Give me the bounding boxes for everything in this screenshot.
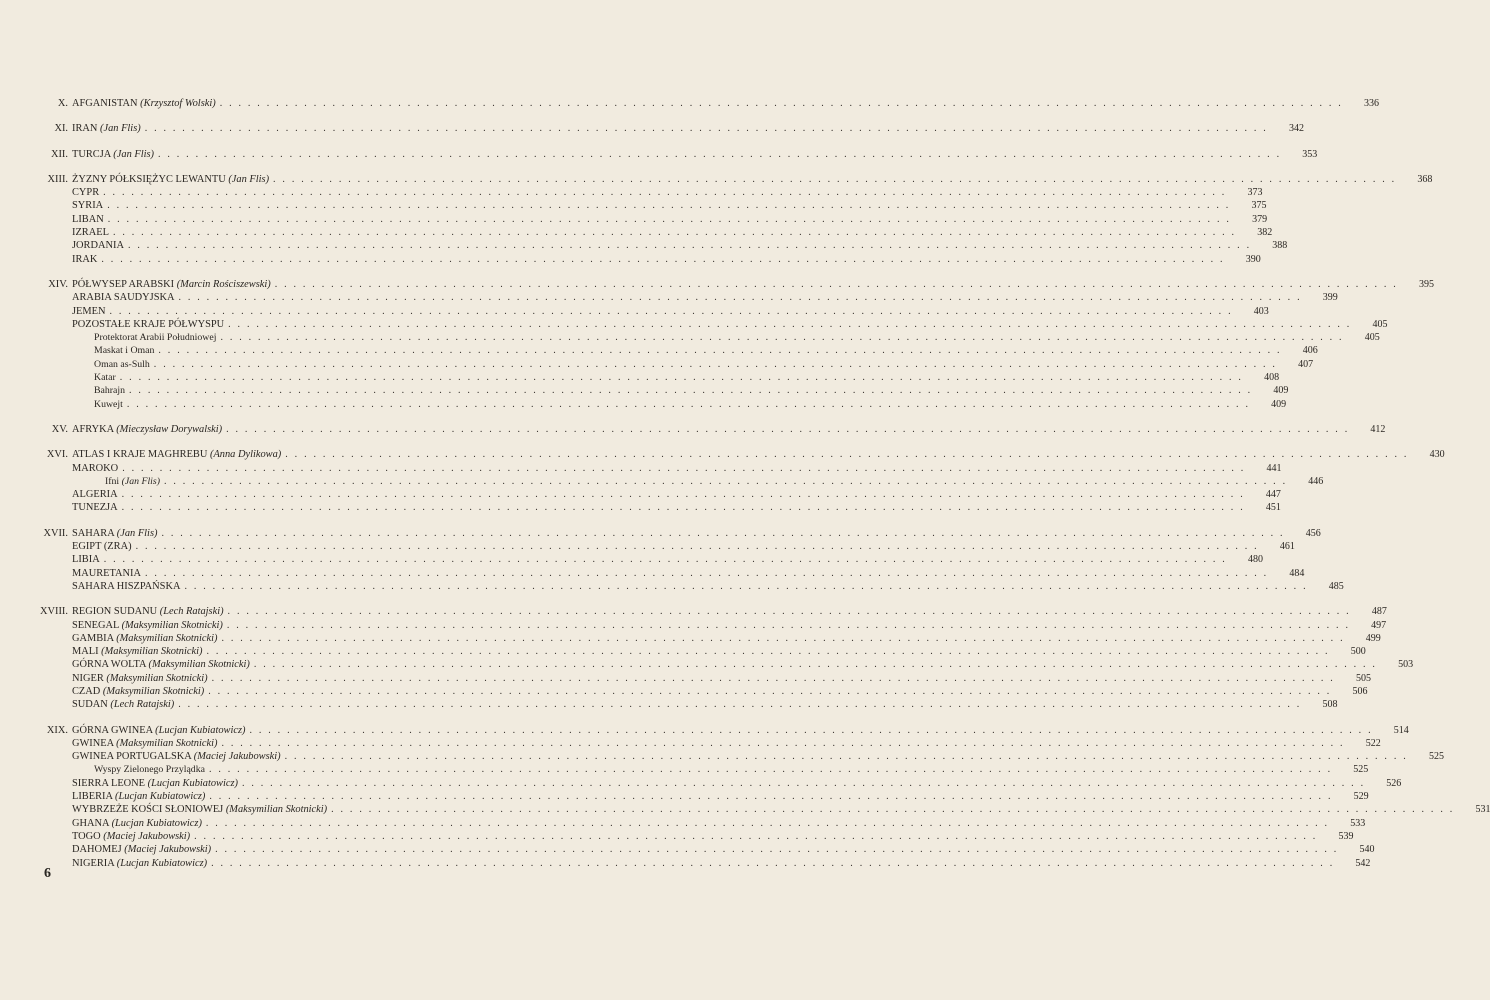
- dot-leader: . . . . . . . . . . . . . . . . . . . . . . . . . . . . . . . . . . . . . . . . . . . . . . . . . . . . . . . . . . . . . . . . . . . . . . . . . . . . . . . . . . . . . . . . . . . . . . . . . . . . . . . . . . . . . . . . . . . . . . . .: [119, 372, 1244, 384]
- dot-leader: . . . . . . . . . . . . . . . . . . . . . . . . . . . . . . . . . . . . . . . . . . . . . . . . . . . . . . . . . . . . . . . . . . . . . . . . . . . . . . . . . . . . . . . . . . . . . . . . . . . . . . . . . . . . . . . . . . . . . . . .: [112, 227, 1237, 239]
- toc-entry: [0, 645, 1366, 658]
- dot-leader: . . . . . . . . . . . . . . . . . . . . . . . . . . . . . . . . . . . . . . . . . . . . . . . . . . . . . . . . . . . . . . . . . . . . . . . . . . . . . . . . . . . . . . . . . . . . . . . . . . . . . . . . . . . . . . . . . . . . . . . .: [226, 423, 1350, 435]
- entry-title-group: [72, 724, 245, 737]
- dot-leader: . . . . . . . . . . . . . . . . . . . . . . . . . . . . . . . . . . . . . . . . . . . . . . . . . . . . . . . . . . . . . . . . . . . . . . . . . . . . . . . . . . . . . . . . . . . . . . . . . . . . . . . . . . . . . . . . . . . . . . . .: [219, 98, 1344, 109]
- entry-title-group: [72, 803, 327, 816]
- entry-title-group: [72, 173, 269, 186]
- toc-entry: [0, 605, 1387, 618]
- entry-page-number: 525: [1353, 764, 1369, 776]
- entry-author: (Maciej Jakubowski): [103, 830, 191, 842]
- entry-title-group: [72, 540, 132, 553]
- dot-leader: . . . . . . . . . . . . . . . . . . . . . . . . . . . . . . . . . . . . . . . . . . . . . . . . . . . . . . . . . . . . . . . . . . . . . . . . . . . . . . . . . . . . . . . . . . . . . . . . . . . . . . . . . . . . . . . . . . . . . . . .: [184, 580, 1308, 592]
- dot-leader: . . . . . . . . . . . . . . . . . . . . . . . . . . . . . . . . . . . . . . . . . . . . . . . . . . . . . . . . . . . . . . . . . . . . . . . . . . . . . . . . . . . . . . . . . . . . . . . . . . . . . . . . . . . . . . . . . . . . . . . .: [241, 777, 1366, 789]
- dot-leader: . . . . . . . . . . . . . . . . . . . . . . . . . . . . . . . . . . . . . . . . . . . . . . . . . . . . . . . . . . . . . . . . . . . . . . . . . . . . . . . . . . . . . . . . . . . . . . . . . . . . . . . . . . . . . . . . . . . . . . . .: [285, 449, 1409, 461]
- toc-section: [0, 527, 1344, 593]
- dot-leader: . . . . . . . . . . . . . . . . . . . . . . . . . . . . . . . . . . . . . . . . . . . . . . . . . . . . . . . . . . . . . . . . . . . . . . . . . . . . . . . . . . . . . . . . . . . . . . . . . . . . . . . . . . . . . . . . . . . . . . . .: [158, 345, 1282, 357]
- entry-title: MALI: [72, 646, 99, 658]
- entry-title: Oman as-Sulh: [94, 358, 150, 370]
- toc-entry: [0, 501, 1281, 514]
- page-number: 6: [44, 866, 51, 881]
- dot-leader: . . . . . . . . . . . . . . . . . . . . . . . . . . . . . . . . . . . . . . . . . . . . . . . . . . . . . . . . . . . . . . . . . . . . . . . . . . . . . . . . . . . . . . . . . . . . . . . . . . . . . . . . . . . . . . . . . . . . . . . .: [284, 751, 1408, 763]
- entry-author: (Lucjan Kubiatowicz): [155, 724, 246, 736]
- dot-leader: . . . . . . . . . . . . . . . . . . . . . . . . . . . . . . . . . . . . . . . . . . . . . . . . . . . . . . . . . . . . . . . . . . . . . . . . . . . . . . . . . . . . . . . . . . . . . . . . . . . . . . . . . . . . . . . . . . . . . . . .: [163, 475, 1288, 487]
- entry-title-group: [72, 501, 118, 514]
- dot-leader: . . . . . . . . . . . . . . . . . . . . . . . . . . . . . . . . . . . . . . . . . . . . . . . . . . . . . . . . . . . . . . . . . . . . . . . . . . . . . . . . . . . . . . . . . . . . . . . . . . . . . . . . . . . . . . . . . . . . . . . .: [226, 619, 1351, 631]
- toc-entry: [0, 527, 1321, 540]
- toc-entry: [0, 567, 1305, 580]
- entry-title: AFGANISTAN: [72, 98, 138, 109]
- entry-title-group: [72, 239, 124, 252]
- dot-leader: . . . . . . . . . . . . . . . . . . . . . . . . . . . . . . . . . . . . . . . . . . . . . . . . . . . . . . . . . . . . . . . . . . . . . . . . . . . . . . . . . . . . . . . . . . . . . . . . . . . . . . . . . . . . . . . . . . . . . . . .: [122, 462, 1246, 474]
- toc-entry: [0, 173, 1433, 186]
- entry-page-number: 446: [1308, 475, 1324, 487]
- toc-entry: [0, 97, 1380, 110]
- entry-page-number: 451: [1265, 502, 1281, 514]
- dot-leader: . . . . . . . . . . . . . . . . . . . . . . . . . . . . . . . . . . . . . . . . . . . . . . . . . . . . . . . . . . . . . . . . . . . . . . . . . . . . . . . . . . . . . . . . . . . . . . . . . . . . . . . . . . . . . . . . . . . . . . . .: [331, 804, 1455, 816]
- entry-page-number: 505: [1355, 672, 1371, 684]
- dot-leader: . . . . . . . . . . . . . . . . . . . . . . . . . . . . . . . . . . . . . . . . . . . . . . . . . . . . . . . . . . . . . . . . . . . . . . . . . . . . . . . . . . . . . . . . . . . . . . . . . . . . . . . . . . . . . . . . . . . . . . . .: [129, 385, 1253, 397]
- toc-entry: [0, 698, 1338, 711]
- entry-title-group: [72, 645, 202, 658]
- entry-title: LIBIA: [72, 554, 100, 566]
- entry-page-number: 499: [1365, 632, 1381, 644]
- entry-page-number: 368: [1417, 173, 1433, 185]
- entry-title-group: [72, 777, 238, 790]
- entry-title-group: [72, 423, 222, 436]
- toc-entry: [0, 580, 1344, 593]
- entry-page-number: 405: [1364, 332, 1380, 344]
- toc-entry: [0, 199, 1267, 212]
- entry-title-group: [72, 462, 118, 475]
- entry-page-number: 342: [1289, 123, 1305, 135]
- entry-page-number: 522: [1365, 737, 1381, 749]
- dot-leader: . . . . . . . . . . . . . . . . . . . . . . . . . . . . . . . . . . . . . . . . . . . . . . . . . . . . . . . . . . . . . . . . . . . . . . . . . . . . . . . . . . . . . . . . . . . . . . . . . . . . . . . . . . . . . . . . . . . . . . . .: [145, 567, 1269, 579]
- toc-section: [0, 605, 1414, 711]
- entry-title: MAROKO: [72, 462, 119, 474]
- dot-leader: . . . . . . . . . . . . . . . . . . . . . . . . . . . . . . . . . . . . . . . . . . . . . . . . . . . . . . . . . . . . . . . . . . . . . . . . . . . . . . . . . . . . . . . . . . . . . . . . . . . . . . . . . . . . . . . . . . . . . . . .: [208, 764, 1333, 776]
- entry-title-group: [72, 278, 271, 291]
- entry-author: (Lucjan Kubiatowicz): [115, 791, 206, 803]
- dot-leader: . . . . . . . . . . . . . . . . . . . . . . . . . . . . . . . . . . . . . . . . . . . . . . . . . . . . . . . . . . . . . . . . . . . . . . . . . . . . . . . . . . . . . . . . . . . . . . . . . . . . . . . . . . . . . . . . . . . . . . . .: [228, 318, 1352, 330]
- entry-title: JORDANIA: [72, 240, 124, 252]
- entry-title: SAHARA HISZPAŃSKA: [72, 580, 181, 592]
- entry-page-number: 403: [1253, 305, 1269, 317]
- toc-entry: [0, 540, 1295, 553]
- entry-title: WYBRZEŻE KOŚCI SŁONIOWEJ: [72, 804, 224, 816]
- section-number: XIX.: [46, 724, 68, 736]
- dot-leader: . . . . . . . . . . . . . . . . . . . . . . . . . . . . . . . . . . . . . . . . . . . . . . . . . . . . . . . . . . . . . . . . . . . . . . . . . . . . . . . . . . . . . . . . . . . . . . . . . . . . . . . . . . . . . . . . . . . . . . . .: [103, 554, 1228, 566]
- dot-leader: . . . . . . . . . . . . . . . . . . . . . . . . . . . . . . . . . . . . . . . . . . . . . . . . . . . . . . . . . . . . . . . . . . . . . . . . . . . . . . . . . . . . . . . . . . . . . . . . . . . . . . . . . . . . . . . . . . . . . . . .: [109, 305, 1233, 317]
- dot-leader: . . . . . . . . . . . . . . . . . . . . . . . . . . . . . . . . . . . . . . . . . . . . . . . . . . . . . . . . . . . . . . . . . . . . . . . . . . . . . . . . . . . . . . . . . . . . . . . . . . . . . . . . . . . . . . . . . . . . . . . .: [107, 213, 1232, 225]
- entry-title-group: [72, 291, 174, 304]
- entry-title: POZOSTAŁE KRAJE PÓŁWYSPU: [72, 318, 225, 330]
- entry-title: GÓRNA WOLTA: [72, 659, 146, 671]
- entry-title-group: [72, 817, 202, 830]
- entry-page-number: 540: [1359, 844, 1375, 856]
- entry-author: (Maksymilian Skotnicki): [116, 632, 218, 644]
- dot-leader: . . . . . . . . . . . . . . . . . . . . . . . . . . . . . . . . . . . . . . . . . . . . . . . . . . . . . . . . . . . . . . . . . . . . . . . . . . . . . . . . . . . . . . . . . . . . . . . . . . . . . . . . . . . . . . . . . . . . . . . .: [221, 632, 1345, 644]
- entry-page-number: 487: [1371, 606, 1387, 618]
- entry-author: (Maksymilian Skotnicki): [106, 672, 208, 684]
- dot-leader: . . . . . . . . . . . . . . . . . . . . . . . . . . . . . . . . . . . . . . . . . . . . . . . . . . . . . . . . . . . . . . . . . . . . . . . . . . . . . . . . . . . . . . . . . . . . . . . . . . . . . . . . . . . . . . . . . . . . . . . .: [157, 148, 1282, 160]
- entry-title-group: [72, 475, 160, 488]
- entry-title: SENEGAL: [72, 619, 119, 631]
- dot-leader: . . . . . . . . . . . . . . . . . . . . . . . . . . . . . . . . . . . . . . . . . . . . . . . . . . . . . . . . . . . . . . . . . . . . . . . . . . . . . . . . . . . . . . . . . . . . . . . . . . . . . . . . . . . . . . . . . . . . . . . .: [121, 489, 1245, 501]
- entry-title: JEMEN: [72, 305, 106, 317]
- entry-title-group: [72, 763, 205, 776]
- entry-title: Ifni: [105, 475, 120, 487]
- toc-entry: [0, 790, 1369, 803]
- dot-leader: . . . . . . . . . . . . . . . . . . . . . . . . . . . . . . . . . . . . . . . . . . . . . . . . . . . . . . . . . . . . . . . . . . . . . . . . . . . . . . . . . . . . . . . . . . . . . . . . . . . . . . . . . . . . . . . . . . . . . . . .: [107, 200, 1231, 212]
- toc-entry: [0, 358, 1314, 371]
- entry-title-group: [72, 567, 141, 580]
- entry-page-number: 461: [1279, 541, 1295, 553]
- toc-entry: [0, 305, 1269, 318]
- entry-title-group: [72, 358, 150, 371]
- section-number: XVI.: [46, 449, 68, 461]
- dot-leader: . . . . . . . . . . . . . . . . . . . . . . . . . . . . . . . . . . . . . . . . . . . . . . . . . . . . . . . . . . . . . . . . . . . . . . . . . . . . . . . . . . . . . . . . . . . . . . . . . . . . . . . . . . . . . . . . . . . . . . . .: [205, 817, 1330, 829]
- toc-entry: [0, 213, 1268, 226]
- toc-entry: [0, 239, 1288, 252]
- toc-entry: [0, 632, 1381, 645]
- toc-entry: [0, 685, 1368, 698]
- entry-title-group: [72, 398, 123, 411]
- entry-author: (Jan Flis): [113, 148, 154, 160]
- entry-page-number: 406: [1302, 345, 1318, 357]
- entry-title: REGION SUDANU: [72, 606, 158, 618]
- entry-title-group: [72, 318, 224, 331]
- toc-entry: [0, 344, 1318, 357]
- dot-leader: . . . . . . . . . . . . . . . . . . . . . . . . . . . . . . . . . . . . . . . . . . . . . . . . . . . . . . . . . . . . . . . . . . . . . . . . . . . . . . . . . . . . . . . . . . . . . . . . . . . . . . . . . . . . . . . . . . . . . . . .: [178, 292, 1302, 304]
- entry-page-number: 390: [1245, 253, 1261, 265]
- entry-title: GÓRNA GWINEA: [72, 724, 153, 736]
- dot-leader: . . . . . . . . . . . . . . . . . . . . . . . . . . . . . . . . . . . . . . . . . . . . . . . . . . . . . . . . . . . . . . . . . . . . . . . . . . . . . . . . . . . . . . . . . . . . . . . . . . . . . . . . . . . . . . . . . . . . . . . .: [135, 541, 1259, 553]
- section-number: XIV.: [48, 278, 68, 290]
- entry-page-number: 430: [1429, 449, 1445, 461]
- toc-section: [0, 122, 1305, 135]
- toc-section: [0, 97, 1380, 110]
- toc-section: [0, 423, 1386, 436]
- entry-page-number: 526: [1386, 777, 1402, 789]
- entry-title: Protektorat Arabii Południowej: [94, 332, 217, 344]
- entry-page-number: 539: [1338, 830, 1354, 842]
- entry-title: TURCJA: [72, 148, 111, 160]
- toc-entry: [0, 763, 1369, 776]
- toc-entry: [0, 253, 1261, 266]
- entry-title-group: [72, 698, 174, 711]
- entry-title-group: [72, 226, 109, 239]
- toc-entry: [0, 148, 1318, 161]
- entry-author: (Lech Ratajski): [110, 699, 175, 711]
- entry-page-number: 514: [1393, 724, 1409, 736]
- entry-title-group: [72, 448, 281, 461]
- toc-entry: [0, 448, 1445, 461]
- entry-title-group: [72, 371, 116, 384]
- entry-page-number: 412: [1370, 423, 1386, 435]
- entry-page-number: 375: [1251, 200, 1267, 212]
- dot-leader: . . . . . . . . . . . . . . . . . . . . . . . . . . . . . . . . . . . . . . . . . . . . . . . . . . . . . . . . . . . . . . . . . . . . . . . . . . . . . . . . . . . . . . . . . . . . . . . . . . . . . . . . . . . . . . . . . . . . . . . .: [209, 791, 1333, 803]
- entry-title: GWINEA PORTUGALSKA: [72, 751, 192, 763]
- entry-title: CYPR: [72, 187, 100, 199]
- entry-title: IRAK: [72, 253, 98, 265]
- dot-leader: . . . . . . . . . . . . . . . . . . . . . . . . . . . . . . . . . . . . . . . . . . . . . . . . . . . . . . . . . . . . . . . . . . . . . . . . . . . . . . . . . . . . . . . . . . . . . . . . . . . . . . . . . . . . . . . . . . . . . . . .: [126, 398, 1251, 410]
- toc-entry: [0, 122, 1305, 135]
- entry-page-number: 525: [1428, 751, 1444, 763]
- entry-author: (Lucjan Kubiatowicz): [111, 817, 202, 829]
- entry-title-group: [72, 344, 154, 357]
- dot-leader: . . . . . . . . . . . . . . . . . . . . . . . . . . . . . . . . . . . . . . . . . . . . . . . . . . . . . . . . . . . . . . . . . . . . . . . . . . . . . . . . . . . . . . . . . . . . . . . . . . . . . . . . . . . . . . . . . . . . . . . .: [211, 857, 1335, 869]
- entry-title-group: [72, 331, 216, 344]
- entry-title-group: [72, 658, 250, 671]
- entry-title: LIBERIA: [72, 791, 113, 803]
- entry-title: Maskat i Oman: [94, 345, 155, 357]
- entry-title: SAHARA: [72, 527, 115, 539]
- entry-title: NIGERIA: [72, 857, 115, 869]
- toc-entry: [0, 384, 1289, 397]
- entry-author: (Anna Dylikowa): [209, 449, 282, 461]
- toc-entry: [0, 857, 1371, 870]
- toc-entry: [0, 658, 1414, 671]
- entry-page-number: 353: [1302, 148, 1318, 160]
- toc-entry: [0, 226, 1273, 239]
- entry-title-group: [72, 580, 180, 593]
- entry-author: (Maksymilian Skotnicki): [225, 804, 328, 816]
- entry-page-number: 409: [1273, 385, 1289, 397]
- dot-leader: . . . . . . . . . . . . . . . . . . . . . . . . . . . . . . . . . . . . . . . . . . . . . . . . . . . . . . . . . . . . . . . . . . . . . . . . . . . . . . . . . . . . . . . . . . . . . . . . . . . . . . . . . . . . . . . . . . . . . . . .: [103, 187, 1227, 199]
- entry-author: (Lucjan Kubiatowicz): [116, 857, 208, 869]
- entry-title-group: [72, 553, 100, 566]
- toc-entry: [0, 318, 1388, 331]
- toc-entry: [0, 291, 1338, 304]
- entry-title-group: [72, 619, 223, 632]
- entry-page-number: 373: [1247, 187, 1263, 199]
- entry-page-number: 382: [1257, 227, 1273, 239]
- entry-title: SIERRA LEONE: [72, 777, 146, 789]
- section-number: X.: [57, 98, 68, 109]
- entry-title-group: [72, 843, 211, 856]
- entry-page-number: 336: [1364, 98, 1380, 109]
- entry-author: (Jan Flis): [100, 123, 141, 135]
- entry-page-number: 408: [1264, 372, 1280, 384]
- toc-section: [0, 173, 1433, 266]
- dot-leader: . . . . . . . . . . . . . . . . . . . . . . . . . . . . . . . . . . . . . . . . . . . . . . . . . . . . . . . . . . . . . . . . . . . . . . . . . . . . . . . . . . . . . . . . . . . . . . . . . . . . . . . . . . . . . . . . . . . . . . . .: [274, 278, 1399, 290]
- entry-title-group: [72, 632, 217, 645]
- section-number: XVIII.: [40, 606, 68, 618]
- entry-page-number: 447: [1265, 489, 1281, 501]
- toc-entry: [0, 672, 1371, 685]
- entry-title: GWINEA: [72, 737, 114, 749]
- section-number: XVII.: [43, 527, 68, 539]
- entry-title: DAHOMEJ: [72, 844, 122, 856]
- toc-section: [0, 148, 1318, 161]
- toc-entry: [0, 398, 1287, 411]
- entry-author: (Maksymilian Skotnicki): [116, 737, 218, 749]
- entry-title: AFRYKA: [72, 423, 114, 435]
- dot-leader: . . . . . . . . . . . . . . . . . . . . . . . . . . . . . . . . . . . . . . . . . . . . . . . . . . . . . . . . . . . . . . . . . . . . . . . . . . . . . . . . . . . . . . . . . . . . . . . . . . . . . . . . . . . . . . . . . . . . . . . .: [127, 240, 1252, 252]
- entry-author: (Lech Ratajski): [159, 606, 224, 618]
- entry-title: Bahrajn: [94, 385, 126, 397]
- entry-author: (Maksymilian Skotnicki): [101, 646, 203, 658]
- entry-title: SYRIA: [72, 200, 104, 212]
- entry-page-number: 456: [1305, 527, 1321, 539]
- entry-page-number: 506: [1352, 685, 1368, 697]
- entry-title: ŻYZNY PÓŁKSIĘŻYC LEWANTU: [72, 173, 226, 185]
- toc-entry: [0, 777, 1402, 790]
- toc-entry: [0, 331, 1380, 344]
- entry-page-number: 407: [1298, 358, 1314, 370]
- entry-title: ATLAS I KRAJE MAGHREBU: [72, 449, 208, 461]
- dot-leader: . . . . . . . . . . . . . . . . . . . . . . . . . . . . . . . . . . . . . . . . . . . . . . . . . . . . . . . . . . . . . . . . . . . . . . . . . . . . . . . . . . . . . . . . . . . . . . . . . . . . . . . . . . . . . . . . . . . . . . . .: [161, 527, 1285, 539]
- entry-title: LIBAN: [72, 213, 104, 225]
- entry-title: EGIPT (ZRA): [72, 541, 132, 553]
- entry-page-number: 529: [1353, 791, 1369, 803]
- entry-title-group: [72, 384, 125, 397]
- entry-title-group: [72, 199, 103, 212]
- dot-leader: . . . . . . . . . . . . . . . . . . . . . . . . . . . . . . . . . . . . . . . . . . . . . . . . . . . . . . . . . . . . . . . . . . . . . . . . . . . . . . . . . . . . . . . . . . . . . . . . . . . . . . . . . . . . . . . . . . . . . . . .: [227, 606, 1351, 618]
- entry-title-group: [72, 213, 104, 226]
- entry-title: IZRAEL: [72, 227, 109, 239]
- dot-leader: . . . . . . . . . . . . . . . . . . . . . . . . . . . . . . . . . . . . . . . . . . . . . . . . . . . . . . . . . . . . . . . . . . . . . . . . . . . . . . . . . . . . . . . . . . . . . . . . . . . . . . . . . . . . . . . . . . . . . . . .: [101, 253, 1225, 265]
- entry-title-group: [72, 737, 217, 750]
- entry-title-group: [72, 148, 154, 161]
- entry-author: (Maciej Jakubowski): [124, 844, 212, 856]
- entry-author: (Jan Flis): [121, 475, 160, 487]
- entry-title: Wyspy Zielonego Przylądka: [94, 764, 205, 776]
- entry-title-group: [72, 790, 205, 803]
- dot-leader: . . . . . . . . . . . . . . . . . . . . . . . . . . . . . . . . . . . . . . . . . . . . . . . . . . . . . . . . . . . . . . . . . . . . . . . . . . . . . . . . . . . . . . . . . . . . . . . . . . . . . . . . . . . . . . . . . . . . . . . .: [249, 724, 1373, 736]
- entry-title-group: [72, 605, 224, 618]
- entry-title: Katar: [94, 372, 116, 384]
- entry-title-group: [72, 685, 204, 698]
- entry-page-number: 395: [1419, 278, 1435, 290]
- table-of-contents: [0, 97, 1490, 882]
- entry-page-number: 409: [1271, 398, 1287, 410]
- toc-section: [0, 724, 1490, 870]
- entry-title-group: [72, 253, 97, 266]
- toc-entry: [0, 475, 1324, 488]
- entry-title-group: [72, 305, 105, 318]
- section-number: XV.: [51, 423, 68, 435]
- toc-section: [0, 448, 1445, 514]
- dot-leader: . . . . . . . . . . . . . . . . . . . . . . . . . . . . . . . . . . . . . . . . . . . . . . . . . . . . . . . . . . . . . . . . . . . . . . . . . . . . . . . . . . . . . . . . . . . . . . . . . . . . . . . . . . . . . . . . . . . . . . . .: [221, 737, 1345, 749]
- entry-title: TOGO: [72, 830, 101, 842]
- entry-author: (Lucjan Kubiatowicz): [147, 777, 238, 789]
- toc-entry: [0, 619, 1387, 632]
- entry-page-number: 485: [1328, 580, 1344, 592]
- entry-page-number: 533: [1350, 817, 1366, 829]
- entry-page-number: 441: [1266, 462, 1282, 474]
- toc-entry: [0, 724, 1409, 737]
- entry-author: (Maksymilian Skotnicki): [102, 685, 205, 697]
- section-number: XI.: [54, 123, 68, 135]
- toc-entry: [0, 817, 1366, 830]
- toc-entry: [0, 423, 1386, 436]
- entry-title: CZAD: [72, 685, 101, 697]
- dot-leader: . . . . . . . . . . . . . . . . . . . . . . . . . . . . . . . . . . . . . . . . . . . . . . . . . . . . . . . . . . . . . . . . . . . . . . . . . . . . . . . . . . . . . . . . . . . . . . . . . . . . . . . . . . . . . . . . . . . . . . . .: [144, 123, 1269, 135]
- entry-page-number: 508: [1322, 699, 1338, 711]
- entry-author: (Mieczysław Dorywalski): [116, 423, 223, 435]
- dot-leader: . . . . . . . . . . . . . . . . . . . . . . . . . . . . . . . . . . . . . . . . . . . . . . . . . . . . . . . . . . . . . . . . . . . . . . . . . . . . . . . . . . . . . . . . . . . . . . . . . . . . . . . . . . . . . . . . . . . . . . . .: [153, 358, 1278, 370]
- dot-leader: . . . . . . . . . . . . . . . . . . . . . . . . . . . . . . . . . . . . . . . . . . . . . . . . . . . . . . . . . . . . . . . . . . . . . . . . . . . . . . . . . . . . . . . . . . . . . . . . . . . . . . . . . . . . . . . . . . . . . . . .: [121, 502, 1245, 514]
- dot-leader: . . . . . . . . . . . . . . . . . . . . . . . . . . . . . . . . . . . . . . . . . . . . . . . . . . . . . . . . . . . . . . . . . . . . . . . . . . . . . . . . . . . . . . . . . . . . . . . . . . . . . . . . . . . . . . . . . . . . . . . .: [178, 699, 1302, 711]
- entry-page-number: 542: [1355, 857, 1371, 869]
- section-number: XII.: [50, 148, 68, 160]
- entry-title: IRAN: [72, 123, 98, 135]
- entry-page-number: 531: [1475, 804, 1490, 816]
- entry-title-group: [72, 750, 281, 763]
- entry-page-number: 388: [1272, 240, 1288, 252]
- entry-title: NIGER: [72, 672, 104, 684]
- entry-page-number: 379: [1252, 213, 1268, 225]
- entry-title: TUNEZJA: [72, 502, 118, 514]
- entry-page-number: 405: [1372, 318, 1388, 330]
- entry-author: (Jan Flis): [116, 527, 158, 539]
- dot-leader: . . . . . . . . . . . . . . . . . . . . . . . . . . . . . . . . . . . . . . . . . . . . . . . . . . . . . . . . . . . . . . . . . . . . . . . . . . . . . . . . . . . . . . . . . . . . . . . . . . . . . . . . . . . . . . . . . . . . . . . .: [211, 672, 1335, 684]
- toc-entry: [0, 278, 1435, 291]
- toc-entry: [0, 803, 1490, 816]
- toc-entry: [0, 488, 1281, 501]
- entry-author: (Jan Flis): [228, 173, 270, 185]
- entry-page-number: 503: [1398, 659, 1414, 671]
- entry-title-group: [72, 830, 190, 843]
- entry-title: GAMBIA: [72, 632, 114, 644]
- dot-leader: . . . . . . . . . . . . . . . . . . . . . . . . . . . . . . . . . . . . . . . . . . . . . . . . . . . . . . . . . . . . . . . . . . . . . . . . . . . . . . . . . . . . . . . . . . . . . . . . . . . . . . . . . . . . . . . . . . . . . . . .: [194, 830, 1318, 842]
- entry-page-number: 480: [1248, 554, 1264, 566]
- toc-entry: [0, 371, 1280, 384]
- dot-leader: . . . . . . . . . . . . . . . . . . . . . . . . . . . . . . . . . . . . . . . . . . . . . . . . . . . . . . . . . . . . . . . . . . . . . . . . . . . . . . . . . . . . . . . . . . . . . . . . . . . . . . . . . . . . . . . . . . . . . . . .: [253, 659, 1378, 671]
- dot-leader: . . . . . . . . . . . . . . . . . . . . . . . . . . . . . . . . . . . . . . . . . . . . . . . . . . . . . . . . . . . . . . . . . . . . . . . . . . . . . . . . . . . . . . . . . . . . . . . . . . . . . . . . . . . . . . . . . . . . . . . .: [208, 685, 1332, 697]
- toc-entry: [0, 553, 1264, 566]
- toc-entry: [0, 750, 1444, 763]
- entry-page-number: 497: [1371, 619, 1387, 631]
- dot-leader: . . . . . . . . . . . . . . . . . . . . . . . . . . . . . . . . . . . . . . . . . . . . . . . . . . . . . . . . . . . . . . . . . . . . . . . . . . . . . . . . . . . . . . . . . . . . . . . . . . . . . . . . . . . . . . . . . . . . . . . .: [273, 173, 1397, 185]
- entry-page-number: 484: [1289, 567, 1305, 579]
- toc-section: [0, 278, 1435, 411]
- entry-title-group: [72, 122, 141, 135]
- entry-title: ALGERIA: [72, 489, 118, 501]
- entry-page-number: 500: [1350, 646, 1366, 658]
- entry-title: PÓŁWYSEP ARABSKI: [72, 278, 175, 290]
- toc-entry: [0, 830, 1354, 843]
- entry-page-number: 399: [1322, 292, 1338, 304]
- entry-author: (Maksymilian Skotnicki): [121, 619, 223, 631]
- entry-title-group: [72, 186, 99, 199]
- entry-title: ARABIA SAUDYJSKA: [72, 292, 175, 304]
- toc-entry: [0, 843, 1375, 856]
- entry-title-group: [72, 488, 118, 501]
- entry-title-group: [72, 97, 216, 110]
- entry-title: Kuwejt: [94, 398, 123, 410]
- entry-author: (Marcin Rościszewski): [176, 278, 271, 290]
- dot-leader: . . . . . . . . . . . . . . . . . . . . . . . . . . . . . . . . . . . . . . . . . . . . . . . . . . . . . . . . . . . . . . . . . . . . . . . . . . . . . . . . . . . . . . . . . . . . . . . . . . . . . . . . . . . . . . . . . . . . . . . .: [220, 332, 1344, 344]
- entry-author: (Krzysztof Wolski): [140, 98, 216, 109]
- entry-title-group: [72, 527, 157, 540]
- entry-author: (Maciej Jakubowski): [193, 751, 281, 763]
- toc-entry: [0, 462, 1282, 475]
- entry-author: (Maksymilian Skotnicki): [148, 659, 250, 671]
- entry-title: MAURETANIA: [72, 567, 142, 579]
- entry-title: SUDAN: [72, 699, 108, 711]
- dot-leader: . . . . . . . . . . . . . . . . . . . . . . . . . . . . . . . . . . . . . . . . . . . . . . . . . . . . . . . . . . . . . . . . . . . . . . . . . . . . . . . . . . . . . . . . . . . . . . . . . . . . . . . . . . . . . . . . . . . . . . . .: [215, 844, 1339, 856]
- entry-title-group: [72, 857, 207, 870]
- toc-entry: [0, 737, 1381, 750]
- dot-leader: . . . . . . . . . . . . . . . . . . . . . . . . . . . . . . . . . . . . . . . . . . . . . . . . . . . . . . . . . . . . . . . . . . . . . . . . . . . . . . . . . . . . . . . . . . . . . . . . . . . . . . . . . . . . . . . . . . . . . . . .: [206, 646, 1330, 658]
- section-number: XIII.: [47, 173, 68, 185]
- toc-entry: [0, 186, 1263, 199]
- entry-title-group: [72, 672, 208, 685]
- entry-title: GHANA: [72, 817, 109, 829]
